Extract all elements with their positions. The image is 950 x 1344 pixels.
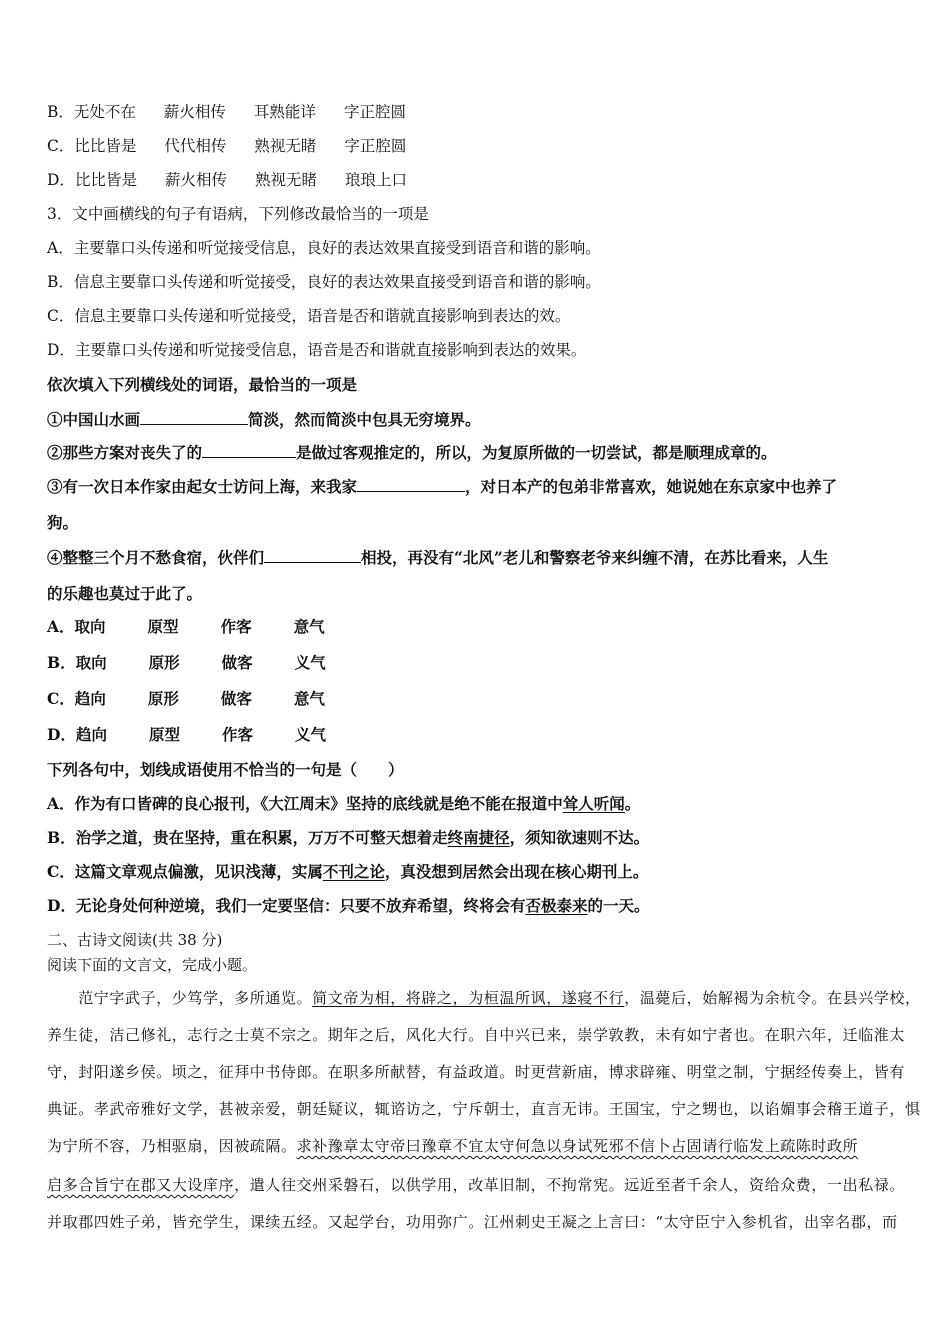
- idiom-option-c[interactable]: [47, 862, 648, 882]
- sentence-text: ②那些方案对丧失了的: [47, 443, 203, 462]
- answer-blank[interactable]: [264, 547, 361, 563]
- option-word: 无处不在: [73, 103, 136, 121]
- sentence-text: 简淡，然而简淡中包具无穷境界。: [248, 410, 481, 429]
- option-letter: B．: [47, 653, 76, 672]
- option-word: 义气: [294, 653, 326, 672]
- passage-line-4: 典证。孝武帝雅好文学，甚被亲爱，朝廷疑议，辄谘访之，宁斥朝士，直言无讳。王国宝，宁之甥也，以谄媚事会稽王道子，惧: [47, 1100, 921, 1118]
- sentence-text: 是做过客观推定的，所以，为复原所做的一切尝试，都是顺理成章的。: [296, 443, 777, 462]
- option-word: 取向: [75, 653, 107, 672]
- option-word: 作客: [220, 617, 252, 636]
- fill-sentence-2: [47, 442, 777, 463]
- sentence-text: ④整整三个月不愁食宿，伙伴们: [47, 548, 265, 567]
- fill-option-c[interactable]: [47, 689, 325, 709]
- underlined-idiom: 终南捷径: [447, 828, 510, 847]
- option-word: 取向: [74, 617, 106, 636]
- q3-stem: 3．文中画横线的句子有语病，下列修改最恰当的一项是: [47, 205, 429, 223]
- passage-text: ，遣人往交州采磐石，以供学用，改革旧制，不拘常宪。远近至者千余人，资给众费，一出私禄。: [234, 1176, 906, 1194]
- option-word: 薪火相传: [163, 103, 226, 121]
- passage-line-2: 养生徒，洁己修礼，志行之士莫不宗之。期年之后，风化大行。自中兴已来，崇学敦教，未有如宁者也。在职六年，迁临淮太: [47, 1026, 906, 1044]
- wavy-underlined-text: 启多合旨宁在郡又大设庠序: [47, 1176, 235, 1194]
- section-title: 二、古诗文阅读(共 38 分): [47, 931, 223, 949]
- passage-line-1: [47, 988, 921, 1008]
- option-word: 比比皆是: [74, 137, 137, 155]
- option-word: 趋向: [75, 725, 107, 744]
- option-word: 意气: [293, 689, 325, 708]
- idiom-option-a[interactable]: [47, 794, 640, 814]
- option-letter: C．: [47, 137, 75, 155]
- underlined-idiom: 否极泰来: [525, 896, 588, 915]
- sentence-text: C．这篇文章观点偏激，见识浅薄，实属: [47, 862, 323, 881]
- q2-option-c[interactable]: [47, 136, 406, 156]
- option-word: 字正腔圆: [343, 103, 406, 121]
- q2-option-b[interactable]: [47, 102, 406, 122]
- option-word: 熟视无睹: [254, 137, 317, 155]
- passage-text: 为宁所不容，乃相驱扇，因被疏隔。: [47, 1137, 297, 1155]
- option-word: 作客: [221, 725, 253, 744]
- option-letter: D．: [47, 171, 75, 189]
- sentence-text: B．治学之道，贵在坚持，重在积累，万万不可整天想着走: [47, 828, 448, 847]
- option-letter: A．: [47, 617, 75, 636]
- option-letter: B．: [47, 103, 74, 121]
- option-word: 原型: [147, 617, 179, 636]
- underlined-sentence: 简文帝为相，将辟之，为桓温所讽，遂寝不行: [312, 989, 625, 1007]
- fill-sentence-4-cont: 的乐趣也莫过于此了。: [47, 584, 203, 603]
- answer-blank[interactable]: [140, 409, 248, 425]
- q3-option-a[interactable]: A．主要靠口头传递和听觉接受信息，良好的表达效果直接受到语音和谐的影响。: [47, 239, 601, 257]
- fill-stem: 依次填入下列横线处的词语，最恰当的一项是: [47, 375, 358, 394]
- option-word: 义气: [295, 725, 327, 744]
- passage-line-5: [47, 1136, 907, 1156]
- fill-sentence-4: [47, 547, 828, 568]
- option-word: 意气: [293, 617, 325, 636]
- answer-blank[interactable]: [202, 442, 296, 458]
- option-word: 比比皆是: [74, 171, 137, 189]
- fill-option-d[interactable]: [47, 725, 326, 745]
- passage-line-7: 并取郡四姓子弟，皆充学生，课续五经。又起学台，功用弥广。江州刺史王凝之上言曰：“太守臣宁入参机省，出宰名郡，而: [47, 1213, 898, 1231]
- idiom-stem: 下列各句中，划线成语使用不恰当的一句是（ ）: [47, 760, 404, 779]
- passage-line-6: [47, 1175, 907, 1195]
- option-word: 做客: [221, 653, 253, 672]
- fill-option-a[interactable]: [47, 617, 325, 637]
- option-word: 熟视无睹: [254, 171, 317, 189]
- idiom-option-b[interactable]: [47, 828, 649, 848]
- section-instruction: 阅读下面的文言文，完成小题。: [47, 956, 258, 974]
- option-word: 字正腔圆: [344, 137, 407, 155]
- option-letter: C．: [47, 689, 75, 708]
- sentence-text: ③有一次日本作家由起女士访问上海，来我家: [47, 477, 358, 496]
- option-word: 做客: [220, 689, 252, 708]
- underlined-idiom: 不刊之论: [322, 862, 385, 881]
- idiom-option-d[interactable]: [47, 896, 649, 916]
- option-word: 原形: [147, 689, 179, 708]
- sentence-text: ，须知欲速则不达。: [509, 828, 650, 847]
- sentence-text: ①中国山水画: [47, 410, 141, 429]
- q3-option-c[interactable]: C．信息主要靠口头传递和听觉接受，语音是否和谐就直接影响到表达的效。: [47, 307, 571, 325]
- option-letter: D．: [47, 725, 76, 744]
- fill-sentence-1: [47, 409, 481, 430]
- sentence-text: D．无论身处何种逆境，我们一定要坚信：只要不放弃希望，终将会有: [47, 896, 526, 915]
- passage-text: 范宁字武子，少笃学，多所通览。: [47, 989, 313, 1007]
- underlined-idiom: 耸人听闻: [562, 794, 625, 813]
- option-word: 耳熟能详: [253, 103, 316, 121]
- fill-option-b[interactable]: [47, 653, 326, 673]
- passage-line-3: 守，封阳遂乡侯。顷之，征拜中书侍郎。在职多所献替，有益政道。时更营新庙，博求辟雍、明堂之制，宁据经传奏上，皆有: [47, 1063, 906, 1081]
- passage-text: ，温薨后，始解褐为余杭令。在县兴学校，: [624, 989, 921, 1007]
- option-word: 代代相传: [164, 137, 227, 155]
- q3-option-b[interactable]: B．信息主要靠口头传递和听觉接受，良好的表达效果直接受到语音和谐的影响。: [47, 273, 601, 291]
- option-word: 原型: [148, 725, 180, 744]
- answer-blank[interactable]: [357, 476, 465, 492]
- sentence-text: 的一天。: [587, 896, 650, 915]
- sentence-text: ，真没想到居然会出现在核心期刊上。: [384, 862, 649, 881]
- q3-option-d[interactable]: D．主要靠口头传递和听觉接受信息，语音是否和谐就直接影响到表达的效果。: [47, 341, 587, 359]
- sentence-text: A．作为有口皆碑的良心报刊，《大江周末》坚持的底线就是绝不能在报道中: [47, 794, 563, 813]
- sentence-text: 。: [624, 794, 641, 813]
- option-word: 琅琅上口: [344, 171, 407, 189]
- sentence-text: ，对日本产的包弟非常喜欢，她说她在东京家中也养了: [465, 477, 838, 496]
- q2-option-d[interactable]: [47, 170, 407, 190]
- fill-sentence-3-cont: 狗。: [47, 513, 79, 532]
- option-word: 薪火相传: [164, 171, 227, 189]
- option-word: 原形: [148, 653, 180, 672]
- wavy-underlined-text: 求补豫章太守帝曰豫章不宜太守何急以身试死邪不信卜占固请行临发上疏陈时政所: [296, 1137, 859, 1155]
- sentence-text: 相投，再没有“北风”老儿和警察老爷来纠缠不清，在苏比看来，人生: [361, 548, 829, 567]
- fill-sentence-3: [47, 476, 837, 497]
- option-word: 趋向: [74, 689, 106, 708]
